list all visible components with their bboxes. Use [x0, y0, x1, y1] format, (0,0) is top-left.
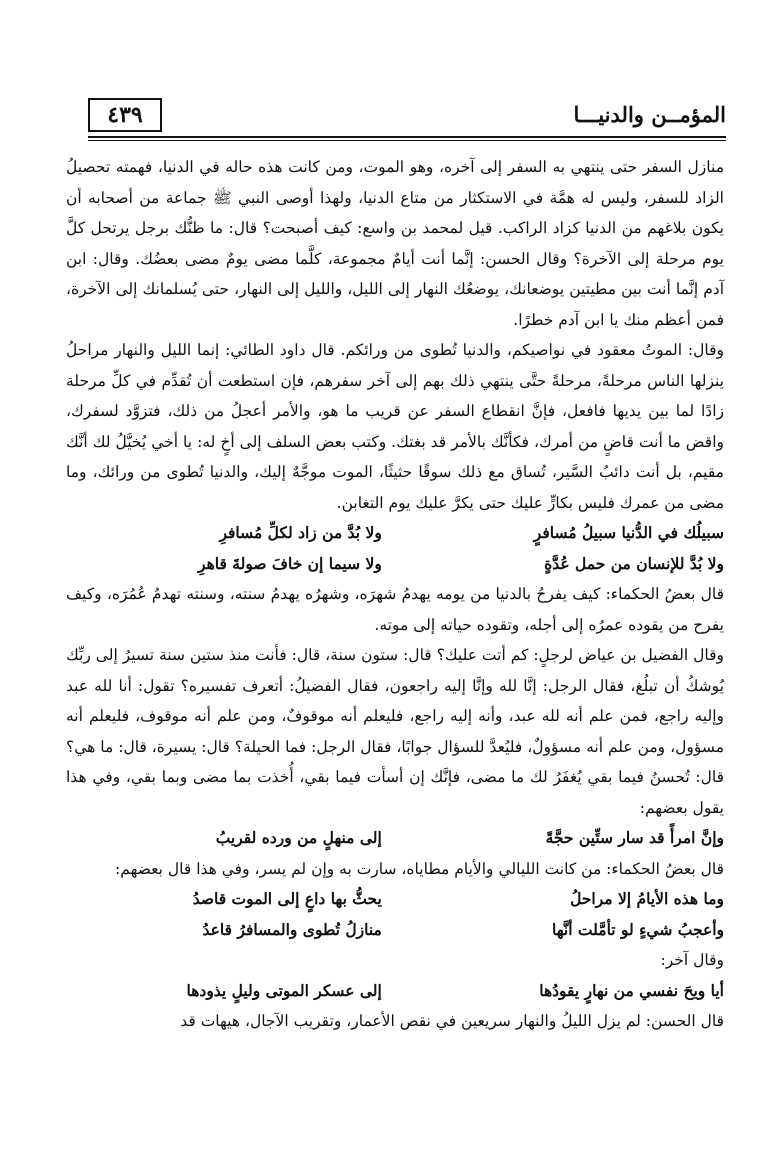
paragraph: وقال: الموتُ معقود في نواصيكم، والدنيا تُطوى من ورائكم. قال داود الطائي: إنما الليل والنهار مراحلُ ينزلها الناس مرحلةً، مرحلةً حتَّى ينتهي ذلك بهم إلى آخر سفرهم، فإن استطعت أن تُقدِّم في كلِّ مرحلة زادًا لما بين يديها فافعل، فإنَّ انقطاع السفر عن قريب ما هو، والأمر أعجلُ من ذلك، فتزوَّد لسفرك، واقض ما أنت قاضٍ من أمرك، فكأنَّك بالأمر قد بغتك. وكتب بعض السلف إلى أخٍ له: يا أخي يُخيَّلُ لك أنَّك مقيم، بل أنت دائبُ السَّير، تُساق مع ذلك سوقًا حثيثًا، الموت موجَّهٌ إليك، والدنيا تُطوى من ورائك، وما مضى من عمرك فليس بكارٍّ عليك حتى يكرَّ عليك يوم التغابن. [66, 341, 724, 512]
verse-hemistich: ولا سيما إن خافَ صولةَ قاهرِ [198, 553, 382, 573]
page-header [74, 98, 726, 140]
verse-hemistich: ولا بُدَّ من زاد لكلِّ مُسافرِ [219, 523, 382, 542]
verse-line [66, 915, 724, 946]
verse-hemistich: سبيلُك في الدُّنيا سبيلُ مُسافرٍ [533, 523, 724, 542]
page-body [66, 152, 724, 1037]
paragraph: وقال آخر: [660, 951, 724, 969]
verse-hemistich: أيا ويحَ نفسي من نهارٍ يقودُها [539, 980, 724, 1000]
verse-line [66, 884, 724, 915]
paragraph: منازل السفر حتى ينتهي به السفر إلى آخره، وهو الموت، ومن كانت هذه حاله في الدنيا، فهمته تحصيلُ الزاد للسفر، وليس له همَّة في الاستكثار من متاع الدنيا، ولهذا أوصى النبي ﷺ جماعة من أصحابه أن يكون بلاغهم من الدنيا كزاد الراكب. قيل لمحمد بن واسع: كيف أصبحت؟ قال: ما ظنُّك برجل يرتحل كلَّ يوم مرحلة إلى الآخرة؟ وقال الحسن: إنَّما أنت أيامٌ مجموعة، كلَّما مضى يومٌ مضى بعضُك. وقال: ابن آدم إنَّما أنت بين مطيتين يوضعانك، يوضعُك النهار إلى الليل، والليل إلى النهار، حتى يُسلمانك إلى الآخرة، فمن أعظم منك يا ابن آدم خطرًا. [66, 158, 724, 329]
paragraph: قال الحسن: لم يزل الليلُ والنهار سريعين في نقص الأعمار، وتقريب الآجال، هيهات قد [180, 1012, 724, 1030]
verse-hemistich: منازلُ تُطوى والمسافرُ قاعدُ [202, 919, 382, 939]
verse-hemistich: ولا بُدَّ للإنسان من حمل عُدَّةٍ [544, 553, 724, 573]
paragraph: قال بعضُ الحكماء: من كانت الليالي والأيام مطاياه، سارت به وإن لم يسر، وفي هذا قال بعضهم: [115, 859, 724, 878]
paragraph: قال بعضُ الحكماء: كيف يفرحُ بالدنيا من يومه يهدمُ شهرَه، وشهرُه يهدمُ سنته، وسنته تهدمُ عُمُرَه، وكيف يفرح من يقوده عمرُه إلى أجله، وتقوده حياته إلى موته. [66, 585, 724, 634]
paragraph: وقال الفضيل بن عياض لرجلٍ: كم أتت عليك؟ قال: ستون سنة، قال: فأنت منذ ستين سنة تسيرُ إلى ربِّك يُوشكُ أن تبلُغ، فقال الرجل: إنَّا لله وإنَّا إليه راجعون، فقال الفضيلُ: أتعرف تفسيره؟ تقول: أنا لله عبد وإليه راجع، فمن علم أنه لله عبد، وأنه إليه راجع، فليعلم أنه موقوفٌ، ومن علم أنه موقوف، فليعلم أنه مسؤول، ومن علم أنه مسؤولٌ، فليُعدَّ للسؤال جوابًا، فقال الرجل: فما الحيلة؟ قال: يسيرة، قال: ما هي؟ قال: تُحسنُ فيما بقي يُغفَرُ لك ما مضى، فإنَّك إن أسأت فيما بقي، أُخذت بما مضى وبما بقي، وفي هذا يقول بعضهم: [66, 646, 724, 817]
verse-line [66, 823, 724, 854]
header-rule-thin [88, 140, 726, 141]
verse-line [66, 976, 724, 1007]
verse-hemistich: إلى منهلٍ من ورده لقريبُ [215, 828, 382, 847]
verse-line [66, 549, 724, 580]
header-rule [88, 136, 726, 138]
verse-line [66, 518, 724, 549]
page-number: ٤٣٩ [88, 98, 162, 132]
running-title: المؤمــن والدنيـــا [573, 102, 726, 127]
verse-hemistich: وما هذه الأيامُ إلا مراحلُ [570, 889, 724, 908]
verse-hemistich: إلى عسكر الموتى وليلٍ يذودها [186, 980, 382, 1000]
verse-hemistich: وإنَّ امرأً قد سار ستِّين حجَّةً [545, 828, 724, 847]
verse-hemistich: يحثُّ بها داعٍ إلى الموت قاصدُ [192, 889, 382, 908]
verse-hemistich: وأعجبُ شيءٍ لو تأمَّلت أنَّها [552, 919, 724, 939]
